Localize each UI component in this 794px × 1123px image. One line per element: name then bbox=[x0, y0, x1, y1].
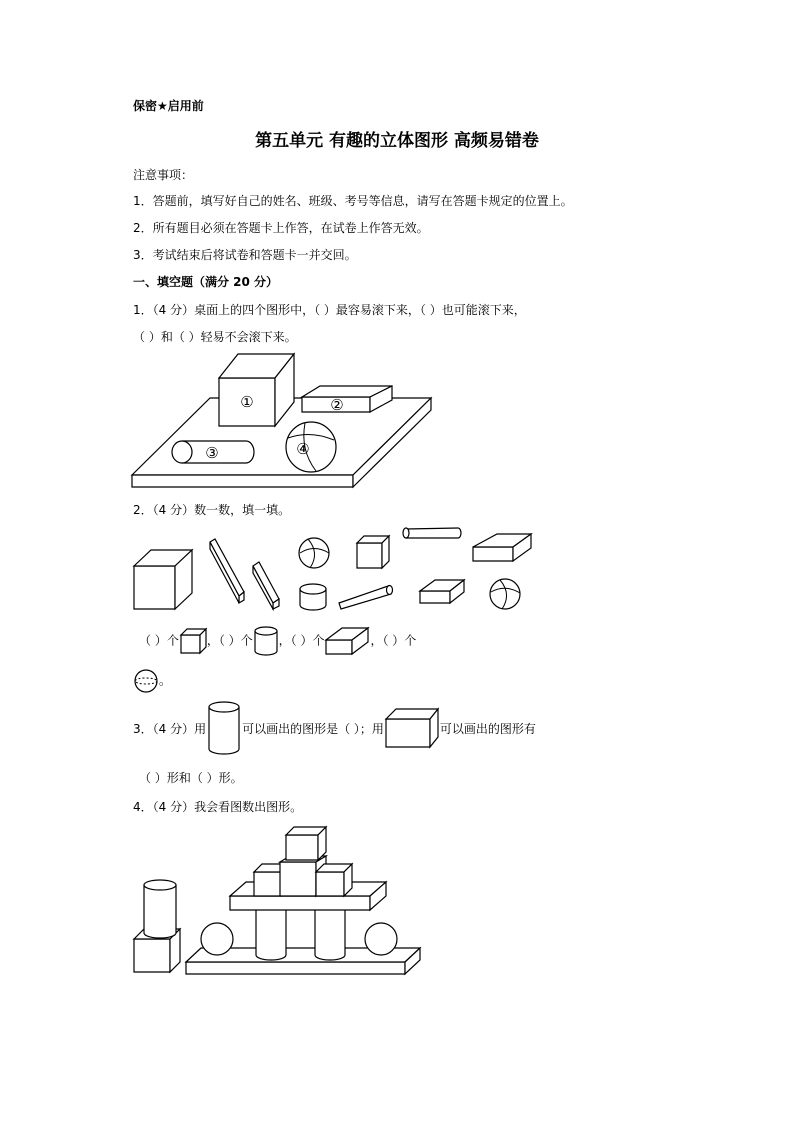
q4-line1: 4．（4 分）我会看图数出图形。 bbox=[133, 800, 303, 814]
q3-line2: （ ）形和（ ）形。 bbox=[139, 771, 243, 785]
q3-text-b: 可以画出的图形是（ ）；用 bbox=[242, 721, 384, 736]
q2-blank-cylinder: ，（ ）个 bbox=[206, 633, 253, 648]
q2-blank-sphere: ，（ ）个 bbox=[370, 633, 417, 648]
q1-line2: （ ）和（ ）轻易不会滚下来。 bbox=[133, 330, 297, 344]
q2-answer-line bbox=[139, 626, 416, 656]
notice-heading: 注意事项： bbox=[133, 168, 194, 182]
notice-item-3: 3．考试结束后将试卷和答题卡一并交回。 bbox=[133, 248, 357, 262]
q3-line1 bbox=[133, 700, 536, 756]
sphere-icon bbox=[133, 668, 159, 694]
q4-building-figure bbox=[130, 822, 430, 977]
q2-shapes-figure bbox=[130, 522, 540, 617]
cube-icon bbox=[179, 627, 207, 655]
notice-item-2: 2．所有题目必须在答题卡上作答，在试卷上作答无效。 bbox=[133, 221, 429, 235]
q3-text-c: 可以画出的图形有 bbox=[439, 721, 536, 736]
q1-label-4: ④ bbox=[296, 440, 310, 458]
q2-blank-cube: （ ）个 bbox=[139, 633, 179, 648]
page-title: 第五单元 有趣的立体图形 高频易错卷 bbox=[255, 131, 539, 151]
q3-text-a: 3．（4 分）用 bbox=[133, 721, 207, 736]
cuboid-icon bbox=[384, 707, 440, 749]
q2-line1: 2．（4 分）数一数，填一填。 bbox=[133, 503, 291, 517]
q2-blank-cuboid: ，（ ）个 bbox=[278, 633, 325, 648]
cylinder-icon bbox=[206, 700, 242, 756]
notice-item-1: 1．答题前，填写好自己的姓名、班级、考号等信息，请写在答题卡规定的位置上。 bbox=[133, 194, 573, 208]
cylinder-icon bbox=[253, 626, 279, 656]
confidential-label: 保密★启用前 bbox=[133, 99, 204, 113]
q1-table-figure bbox=[130, 350, 436, 490]
q2-answer-line2 bbox=[133, 668, 171, 694]
q1-label-2: ② bbox=[330, 396, 344, 414]
cuboid-icon bbox=[324, 626, 370, 656]
q1-label-3: ③ bbox=[205, 444, 219, 462]
q1-label-1: ① bbox=[240, 393, 254, 411]
section-heading: 一、填空题（满分 20 分） bbox=[133, 275, 279, 289]
q1-line1: 1．（4 分）桌面上的四个图形中，（ ）最容易滚下来，（ ）也可能滚下来， bbox=[133, 303, 526, 317]
q2-end: 。 bbox=[159, 673, 172, 688]
